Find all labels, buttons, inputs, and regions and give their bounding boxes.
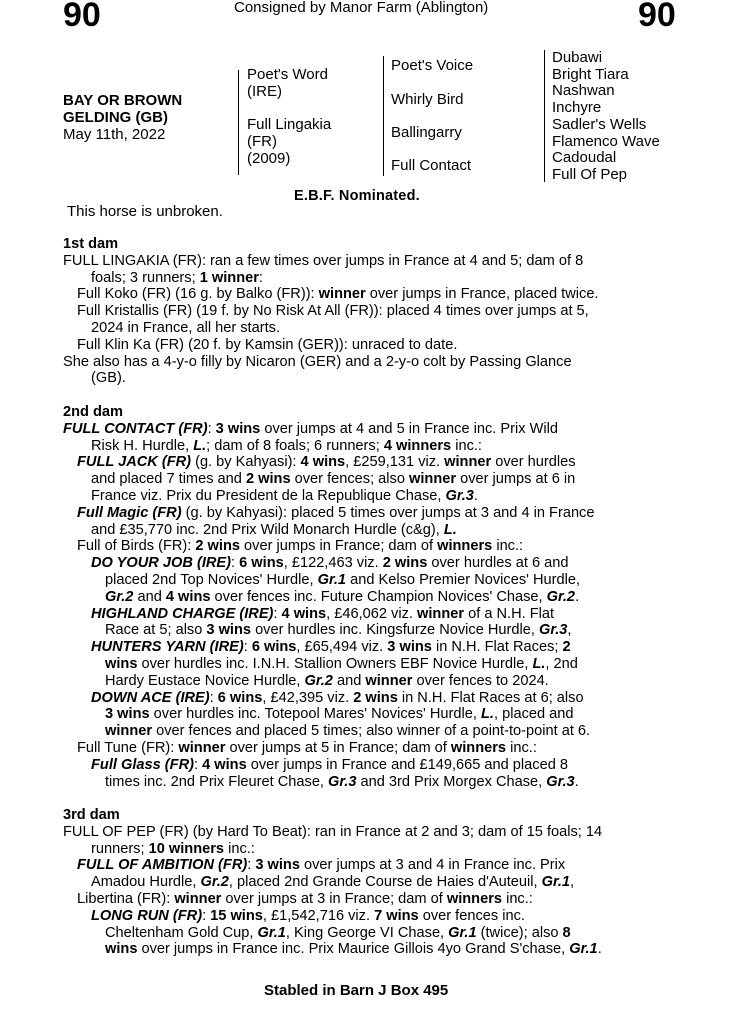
great-grandparent: Full Of Pep xyxy=(552,165,628,183)
dam-country: (FR) xyxy=(247,133,277,150)
pedigree-line xyxy=(63,505,743,522)
text-run: and xyxy=(332,672,366,689)
text-run: over fences to 2024. xyxy=(412,672,549,689)
great-grandparent: Flamenco Wave xyxy=(552,132,660,150)
text-run: 10 winners xyxy=(148,840,225,857)
text-run: , £65,494 viz. xyxy=(296,639,388,656)
pedigree-line xyxy=(63,757,743,774)
text-run: , xyxy=(570,874,575,891)
pedigree-line xyxy=(63,841,743,858)
text-run: 4 wins xyxy=(300,454,346,471)
text-run: : xyxy=(231,555,240,572)
text-run: 4 wins xyxy=(281,605,327,622)
text-run: inc.: xyxy=(502,891,533,908)
pedigree-line xyxy=(63,589,743,606)
pedigree-bracket-3 xyxy=(544,50,545,182)
text-run: (g. by Kahyasi): placed 5 times over jumps at 3 and 4 in France xyxy=(181,504,595,521)
great-grandparent: Dubawi xyxy=(552,49,603,66)
pedigree-line xyxy=(63,941,743,958)
text-run: Full Klin Ka (FR) (20 f. by Kamsin (GER)): unraced to date. xyxy=(77,336,458,353)
pedigree-line xyxy=(63,421,743,438)
pedigree-line xyxy=(63,370,743,387)
text-run: Gr.1 xyxy=(569,941,598,958)
text-run: Gr.3 xyxy=(328,773,357,790)
pedigree-line xyxy=(63,354,743,371)
lot-number-left: 90 xyxy=(63,0,101,34)
sire-name: Poet's Word xyxy=(247,66,328,83)
text-run: LONG RUN (FR) xyxy=(91,907,203,924)
great-grandparents xyxy=(552,50,660,184)
text-run: of a N.H. Flat xyxy=(464,605,555,622)
text-run: , £42,395 viz. xyxy=(262,689,354,706)
text-run: over jumps in France; dam of xyxy=(240,538,438,555)
text-run: 4 wins xyxy=(202,756,247,773)
foaling-date: May 11th, 2022 xyxy=(63,126,166,143)
pedigree-line xyxy=(63,253,743,270)
pedigree-line xyxy=(63,925,743,942)
dam-year: (2009) xyxy=(247,150,291,167)
text-run: over jumps in France, placed twice. xyxy=(365,286,599,303)
text-run: Full Tune (FR): xyxy=(77,739,179,756)
text-run: winners xyxy=(450,739,507,756)
pedigree-line xyxy=(63,522,743,539)
pedigree-line xyxy=(63,740,743,757)
text-run: over jumps at 4 and 5 in France inc. Prix Wild xyxy=(260,420,558,437)
text-run: 2 wins xyxy=(245,471,291,488)
pedigree-line xyxy=(63,874,743,891)
text-run: Full Koko (FR) (16 g. by Balko (FR)): xyxy=(77,286,319,303)
text-run: , 2nd xyxy=(545,655,578,672)
pedigree-line xyxy=(63,690,743,707)
pedigree-bracket-2 xyxy=(383,56,384,176)
text-run: over jumps at 5 in France; dam of xyxy=(225,739,451,756)
text-run: HIGHLAND CHARGE (IRE) xyxy=(91,605,274,622)
text-run: winner xyxy=(178,739,226,756)
text-run: and xyxy=(133,588,166,605)
text-run: Gr.2 xyxy=(546,588,576,605)
text-run: and Kelso Premier Novices' Hurdle, xyxy=(346,571,580,588)
grandparent-dam-sire: Ballingarry xyxy=(391,124,462,141)
text-run: inc.: xyxy=(224,840,255,857)
text-run: over hurdles inc. Kingsfurze Novice Hurdle, xyxy=(251,622,539,639)
pedigree-line xyxy=(63,656,743,673)
lot-number-right: 90 xyxy=(638,0,676,34)
text-run: over jumps in France inc. Prix Maurice Gillois 4yo Grand S'chase, xyxy=(137,941,570,958)
pedigree-line xyxy=(63,270,743,287)
stabled-location: Stabled in Barn J Box 495 xyxy=(264,982,449,999)
text-run: Gr.1 xyxy=(448,924,477,941)
text-run: 3 wins xyxy=(387,639,432,656)
text-run: (twice); also xyxy=(476,924,563,941)
text-run: FULL OF AMBITION (FR) xyxy=(77,857,248,874)
pedigree-line xyxy=(63,572,743,589)
text-run: : xyxy=(273,605,282,622)
text-run: Race at 5; also xyxy=(105,622,207,639)
pedigree-line xyxy=(63,857,743,874)
text-run: L. xyxy=(443,521,457,538)
text-run: ; dam of 8 foals; 6 runners; xyxy=(206,437,384,454)
text-run: inc.: xyxy=(451,437,482,454)
text-run: , King George VI Chase, xyxy=(285,924,449,941)
text-run: 3 wins xyxy=(215,420,261,437)
text-run: over jumps at 3 in France; dam of xyxy=(221,891,447,908)
text-run: in N.H. Flat Races at 6; also xyxy=(397,689,584,706)
text-run: Gr.2 xyxy=(200,874,229,891)
text-run: winner xyxy=(174,891,222,908)
dam xyxy=(247,116,331,167)
great-grandparent: Nashwan xyxy=(552,82,615,100)
text-run: 3 wins xyxy=(255,857,300,874)
text-run: , placed 2nd Grande Course de Haies d'Auteuil, xyxy=(228,874,542,891)
pedigree-line xyxy=(63,824,743,841)
text-run: France viz. Prix du President de la Republique Chase, xyxy=(91,487,446,504)
text-run: : xyxy=(243,639,252,656)
text-run: over hurdles xyxy=(491,454,576,471)
text-run: Amadou Hurdle, xyxy=(91,874,201,891)
section-heading: 3rd dam xyxy=(63,807,120,824)
text-run: : xyxy=(247,857,256,874)
text-run: over jumps in France and £149,665 and placed 8 xyxy=(246,756,568,773)
text-run: Gr.2 xyxy=(105,588,134,605)
text-run: over jumps at 6 in xyxy=(456,471,576,488)
text-run: 15 wins xyxy=(210,907,263,924)
pedigree-line xyxy=(63,723,743,740)
text-run: over fences inc. xyxy=(418,907,525,924)
text-run: : xyxy=(207,420,216,437)
great-grandparent: Cadoudal xyxy=(552,149,617,167)
text-run: FULL LINGAKIA (FR): ran a few times over jumps in France at 4 and 5; dam of 8 xyxy=(63,252,584,269)
text-run: , xyxy=(567,622,572,639)
section-gap xyxy=(63,790,743,807)
grandparent-sire-sire: Poet's Voice xyxy=(391,57,474,74)
text-run: : xyxy=(258,269,263,286)
text-run: 6 wins xyxy=(251,639,297,656)
text-run: 6 wins xyxy=(239,555,284,572)
unbroken-note: This horse is unbroken. xyxy=(67,203,223,220)
text-run: (GB). xyxy=(91,370,126,387)
text-run: 4 wins xyxy=(165,588,211,605)
text-run: . xyxy=(597,941,602,958)
text-run: L. xyxy=(193,437,207,454)
text-run: over hurdles inc. Totepool Mares' Novices' Hurdle, xyxy=(149,706,481,723)
text-run: over fences and placed 5 times; also winner of a point-to-point at 6. xyxy=(152,723,591,740)
text-run: L. xyxy=(481,706,494,723)
text-run: 6 wins xyxy=(217,689,263,706)
text-run: Full Glass (FR) xyxy=(91,756,194,773)
text-run: . xyxy=(575,588,580,605)
pedigree-line xyxy=(63,639,743,656)
text-run: Hardy Eustace Novice Hurdle, xyxy=(105,672,305,689)
text-run: 4 winners xyxy=(383,437,452,454)
text-run: and £35,770 inc. 2nd Prix Wild Monarch Hurdle (c&g), xyxy=(91,521,444,538)
text-run: winner xyxy=(409,471,457,488)
text-run: over fences inc. Future Champion Novices' Chase, xyxy=(210,588,547,605)
pedigree-line xyxy=(63,488,743,505)
text-run: : xyxy=(202,907,211,924)
text-run: Gr.1 xyxy=(257,924,286,941)
text-run: inc.: xyxy=(506,739,537,756)
text-run: : xyxy=(193,756,203,773)
text-run: . xyxy=(473,487,478,504)
great-grandparent: Sadler's Wells xyxy=(552,115,647,133)
text-run: wins xyxy=(105,941,138,958)
text-run: in N.H. Flat Races; xyxy=(431,639,563,656)
text-run: foals; 3 runners; xyxy=(91,269,200,286)
text-run: winner xyxy=(417,605,465,622)
text-run: Full Magic (FR) xyxy=(77,504,182,521)
text-run: HUNTERS YARN (IRE) xyxy=(91,639,244,656)
text-run: over fences; also xyxy=(290,471,410,488)
text-run: FULL OF PEP (FR) (by Hard To Beat): ran in France at 2 and 3; dam of 15 foals; 14 xyxy=(63,823,603,840)
text-run: winner xyxy=(444,454,492,471)
text-run: winner xyxy=(365,672,413,689)
text-run: : xyxy=(209,689,218,706)
text-run: DOWN ACE (IRE) xyxy=(91,689,210,706)
text-run: Gr.3 xyxy=(445,487,474,504)
great-grandparent: Inchyre xyxy=(552,99,602,117)
text-run: inc.: xyxy=(492,538,524,555)
dam-name: Full Lingakia xyxy=(247,116,332,133)
text-run: FULL CONTACT (FR) xyxy=(63,420,208,437)
text-run: 2 xyxy=(562,639,571,656)
text-run: Gr.1 xyxy=(541,874,571,891)
text-run: times inc. 2nd Prix Fleuret Chase, xyxy=(105,773,329,790)
text-run: , £259,131 viz. xyxy=(345,454,445,471)
text-run: 7 wins xyxy=(374,907,419,924)
pedigree-line xyxy=(63,908,743,925)
text-run: 3 wins xyxy=(206,622,252,639)
text-run: winners xyxy=(437,538,493,555)
text-run: Libertina (FR): xyxy=(77,891,175,908)
ebf-nominated: E.B.F. Nominated. xyxy=(294,188,420,204)
pedigree-bracket-1 xyxy=(238,70,239,175)
text-run: runners; xyxy=(91,840,149,857)
horse-description xyxy=(63,92,182,143)
text-run: , £122,463 viz. xyxy=(283,555,383,572)
text-run: Risk H. Hurdle, xyxy=(91,437,194,454)
pedigree-line xyxy=(63,538,743,555)
text-run: winner xyxy=(105,723,153,740)
grandparent-sire-dam: Whirly Bird xyxy=(391,91,464,108)
pedigree-line xyxy=(63,891,743,908)
pedigree-line xyxy=(63,471,743,488)
text-run: over jumps at 3 and 4 in France inc. Prix xyxy=(299,857,566,874)
text-run: placed 2nd Top Novices' Hurdle, xyxy=(105,571,318,588)
text-run: winner xyxy=(318,286,366,303)
section-gap xyxy=(63,387,743,404)
text-run: . xyxy=(574,773,579,790)
pedigree-line xyxy=(63,303,743,320)
text-run: Gr.1 xyxy=(317,571,347,588)
horse-sex: GELDING (GB) xyxy=(63,109,168,126)
text-run: , £46,062 viz. xyxy=(326,605,418,622)
text-run: , placed and xyxy=(493,706,574,723)
grandparent-dam-dam: Full Contact xyxy=(391,157,472,174)
text-run: and 3rd Prix Morgex Chase, xyxy=(356,773,547,790)
pedigree-line xyxy=(63,337,743,354)
sire xyxy=(247,66,328,100)
text-run: Gr.3 xyxy=(546,773,575,790)
section-heading: 1st dam xyxy=(63,236,119,252)
great-grandparent: Bright Tiara xyxy=(552,65,629,83)
pedigree-line xyxy=(63,555,743,572)
section-heading: 2nd dam xyxy=(63,403,124,420)
text-run: 2024 in France, all her starts. xyxy=(91,319,280,336)
pedigree-line xyxy=(63,673,743,690)
pedigree-line xyxy=(63,774,743,791)
sire-country: (IRE) xyxy=(247,83,282,100)
text-run: Full Kristallis (FR) (19 f. by No Risk At All (FR)): placed 4 times over jumps at 5, xyxy=(77,303,589,320)
text-run: 2 wins xyxy=(195,538,240,555)
pedigree-line xyxy=(63,320,743,337)
pedigree-line xyxy=(63,706,743,723)
text-run: DO YOUR JOB (IRE) xyxy=(91,555,232,572)
pedigree-line xyxy=(63,286,743,303)
text-run: and placed 7 times and xyxy=(91,471,246,488)
text-run: She also has a 4-y-o filly by Nicaron (GER) and a 2-y-o colt by Passing Glance xyxy=(63,353,572,370)
pedigree-details xyxy=(63,236,743,958)
text-run: L. xyxy=(532,655,546,672)
horse-colour: BAY OR BROWN xyxy=(63,92,183,109)
pedigree-line xyxy=(63,438,743,455)
pedigree-line xyxy=(63,606,743,623)
text-run: (g. by Kahyasi): xyxy=(191,454,301,471)
consignor-text: Consigned by Manor Farm (Ablington) xyxy=(234,0,489,16)
pedigree-line xyxy=(63,454,743,471)
text-run: over hurdles at 6 and xyxy=(427,555,569,572)
text-run: , £1,542,716 viz. xyxy=(262,907,375,924)
pedigree-line xyxy=(63,622,743,639)
text-run: FULL JACK (FR) xyxy=(77,454,192,471)
text-run: winners xyxy=(446,891,503,908)
text-run: 2 wins xyxy=(382,555,428,572)
text-run: 1 winner xyxy=(199,269,259,286)
text-run: Gr.3 xyxy=(538,622,568,639)
text-run: over hurdles inc. I.N.H. Stallion Owners EBF Novice Hurdle, xyxy=(137,655,533,672)
text-run: wins xyxy=(105,655,138,672)
text-run: 2 wins xyxy=(353,689,398,706)
text-run: 3 wins xyxy=(105,706,150,723)
text-run: Full of Birds (FR): xyxy=(77,538,196,555)
text-run: Gr.2 xyxy=(304,672,333,689)
text-run: Cheltenham Gold Cup, xyxy=(105,924,258,941)
text-run: 8 xyxy=(562,924,571,941)
